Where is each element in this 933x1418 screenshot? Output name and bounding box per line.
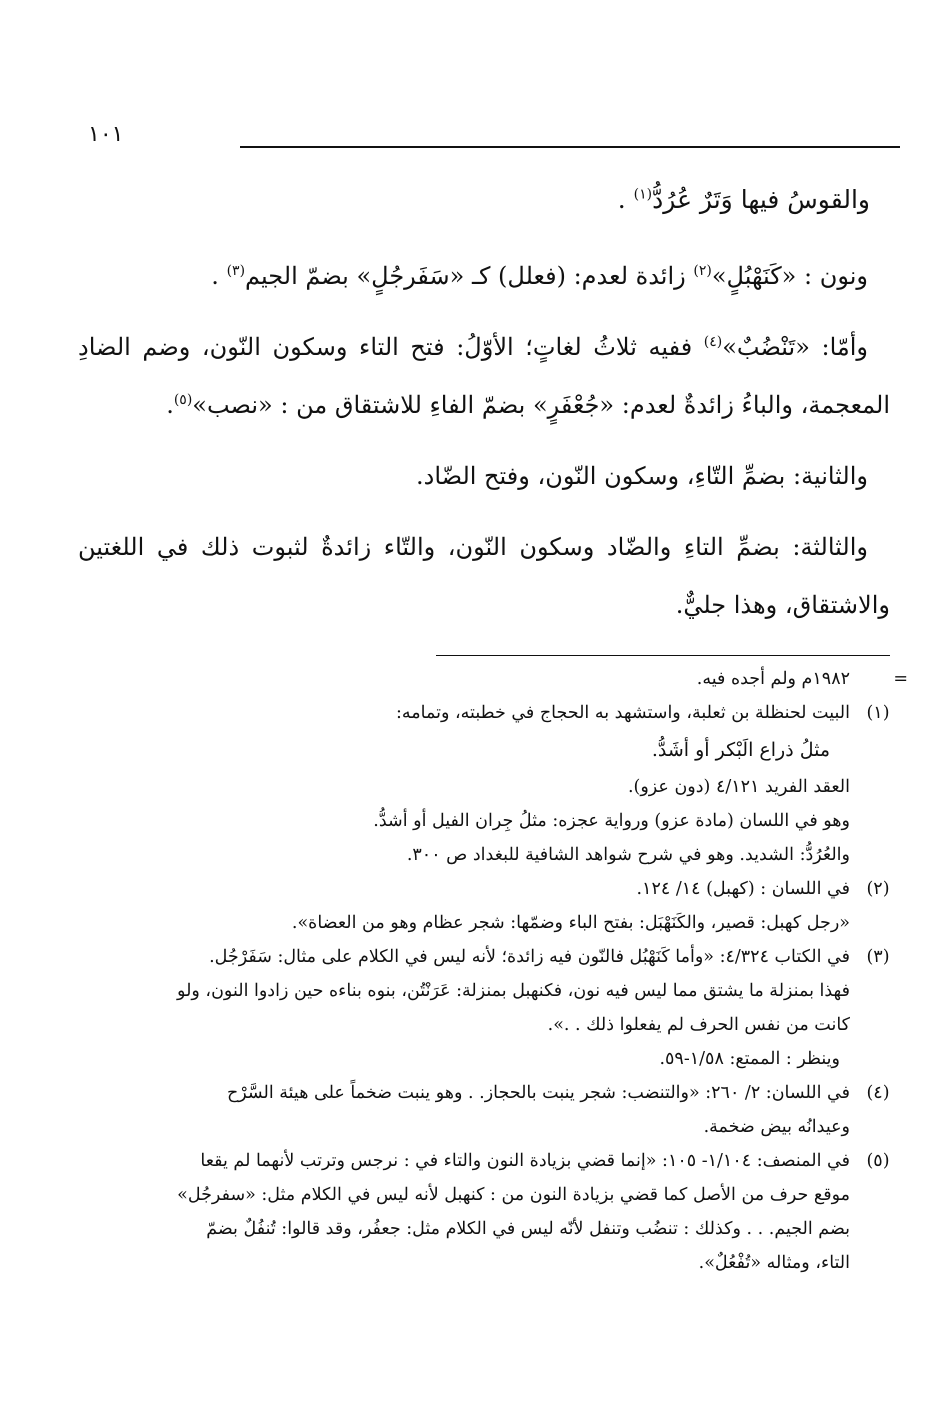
header-rule: [240, 146, 900, 148]
footnote-line: وهو في اللسان (مادة عزو) ورواية عجزه: مثلُ جِران الفيل أو أشدُّ.: [373, 811, 850, 831]
paragraph-1: [78, 246, 890, 306]
footnote-number: (٤): [866, 1083, 890, 1103]
verse-line: [78, 170, 890, 230]
footnote-line: والعُرُدُّ: الشديد. وهو في شرح شواهد الشافية للبغداد ص ٣٠٠.: [406, 845, 850, 865]
paragraph-2-a: وأمّا: «تَنْضُبٌ»: [722, 333, 868, 361]
paragraph-4: والثالثة: بضمِّ التاءِ والضّاد وسكون النّون، والتّاء زائدةٌ لثبوت ذلك في اللغتين والاشتقاق، وهذا جليٌّ.: [78, 533, 890, 619]
page-number: ١٠١: [88, 122, 124, 147]
footnote-line: بضم الجيم. . . وكذلك : تنضُب وتنفل لأنّه ليس في الكلام مثل: جعفُر، وقد قالوا: تُنفُلٌ بضمّ: [206, 1219, 850, 1239]
footnote-verse: مثلُ ذراع الَبْكر أو أشَدُّ.: [651, 739, 830, 761]
footnote-line: العقد الفريد ٤/١٢١ (دون عزو).: [627, 777, 850, 797]
footnote-separator: [436, 655, 890, 656]
footnote-number: (٣): [866, 947, 890, 967]
paragraph-3: والثانية: بضمِّ التّاءِ، وسكون النّون، وفتح الضّاد.: [416, 462, 868, 490]
footnote-number: (٢): [866, 879, 890, 899]
footnote-4: [88, 1076, 898, 1144]
footnote-ref-4: (٤): [703, 334, 723, 350]
footnote-line: في اللسان : (كهبل) ١٤/ ١٢٤.: [636, 879, 850, 899]
footnote-line: وينظر : الممتع: ١/٥٨-٥٩.: [659, 1049, 840, 1069]
footnotes: [88, 662, 908, 1280]
page-header: [70, 118, 900, 158]
continuation-text: ١٩٨٢م ولم أجده فيه.: [696, 669, 850, 689]
footnote-number: (١): [866, 703, 890, 723]
footnote-line: التاء، ومثاله «تُفْعُلٌ».: [698, 1253, 850, 1273]
paragraph-2-b: ففيه ثلاثُ لغاتٍ؛ الأوّلُ: فتح التاء وسكون النّون، وضم الضادِ المعجمة، والباءُ زائدةٌ لعدم: «جُعْفَرٍ» بضمّ الفاءِ للاشتقاق من : «نصب»: [78, 333, 890, 419]
footnote-line: كانت من نفس الحرف لم يفعلوا ذلك . .».: [547, 1015, 850, 1035]
footnote-line: موقع حرف من الأصل كما قضي بزيادة النون من : كنهبل لأنه ليس في الكلام مثل: «سفرجُل»: [177, 1185, 850, 1205]
verse-end: .: [617, 185, 626, 214]
footnote-ref-2: (٢): [693, 263, 712, 279]
paragraph-1-a: ونون : «كَنَهْبُلٍ»: [711, 262, 868, 290]
continuation-mark: =: [893, 669, 908, 689]
footnote-line: البيت لحنظلة بن ثعلبة، واستشهد به الحجاج في خطبته، وتمامه:: [396, 703, 850, 723]
footnote-2: [88, 872, 898, 940]
paragraph-2-end: .: [166, 391, 174, 419]
footnote-line: في اللسان: ٢/ ٢٦٠: «والتنضب: شجر ينبت بالحجاز. . وهو ينبت ضخماً على هيئة السَّرْح: [226, 1083, 850, 1103]
footnote-line: وعيدانُه بيض ضخمة.: [703, 1117, 850, 1137]
footnote-5: [88, 1144, 898, 1280]
footnote-ref-1: (١): [633, 186, 653, 203]
footnote-3: [88, 940, 898, 1076]
footnote-line: «رجل كهبل: قصير، والكَنَهْبَل: بفتح الباء وضمّها: شجر عظام وهو من العضاة».: [291, 913, 850, 933]
footnote-1: [88, 696, 898, 872]
footnote-line: في المنصف: ١/١٠٤- ١٠٥: «إنما قضي بزيادة النون والتاء في : نرجس وترتب لأنهما لم يقعا: [200, 1151, 850, 1171]
footnote-line: في الكتاب ٤/٣٢٤: «وأما كَنَهْبُل فالنّون فيه زائدة؛ لأنه ليس في الكلام على مثال: سَفَرْجُل.: [209, 947, 850, 967]
footnote-ref-3: (٣): [226, 263, 246, 279]
verse-text: والقوسُ فيها وَتَرٌ عُرُدُّ: [652, 185, 870, 214]
footnote-line: فهذا بمنزلة ما يشتق مما ليس فيه نون، فكنهبل بمنزلة: عَرَنْتُن، بنوه بناءه حين زادوا النون، ولو: [177, 981, 850, 1001]
footnote-number: (٥): [866, 1151, 890, 1171]
footnote-continuation: [88, 662, 908, 696]
main-text: [78, 170, 890, 646]
paragraph-1-end: .: [211, 262, 219, 290]
footnote-ref-5: (٥): [173, 392, 193, 408]
paragraph-2: [78, 318, 890, 434]
paragraph-1-b: زائدة لعدم: (فعلل) كـ «سَفَرجُلٍ» بضمّ الجيم: [245, 262, 694, 290]
